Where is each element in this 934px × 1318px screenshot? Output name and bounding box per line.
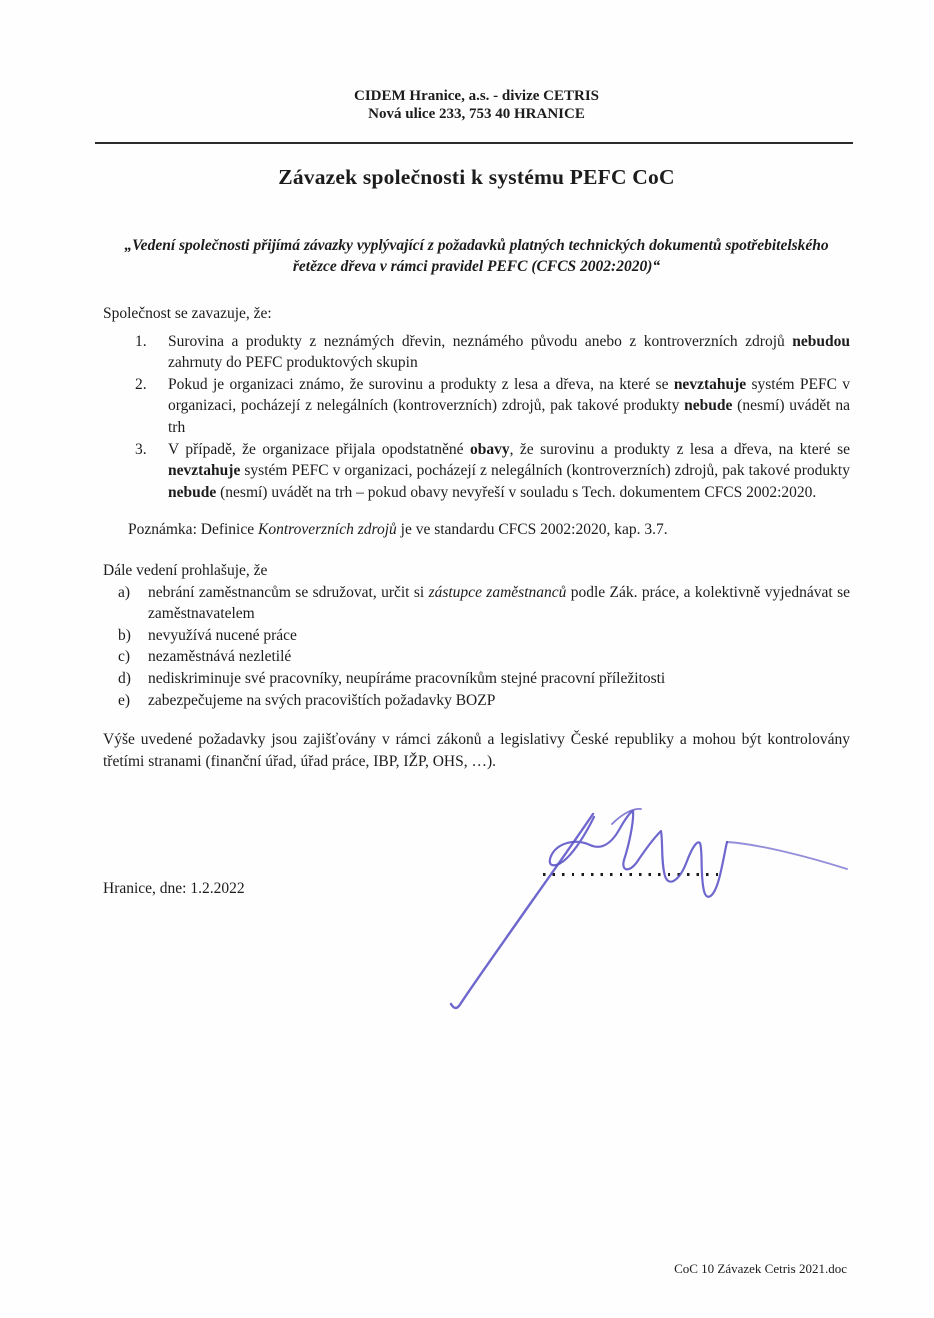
list-item	[103, 690, 850, 712]
list-item-text: nezaměstnává nezletilé	[148, 648, 292, 666]
list-item-text: Surovina a produkty z neznámých dřevin, neznámého původu anebo z kontroverzních zdrojů nebudou zahrnuty do PEFC produktových skupin	[168, 332, 850, 372]
list-item	[103, 646, 850, 668]
list-item-letter: d)	[118, 669, 131, 687]
list-item	[103, 439, 850, 504]
definition-note: Poznámka: Definice Kontroverzních zdrojů je ve standardu CFCS 2002:2020, kap. 3.7.	[128, 521, 668, 539]
letterhead	[103, 88, 850, 123]
company-name: CIDEM Hranice, a.s. - divize CETRIS	[354, 88, 599, 104]
list-item	[103, 374, 850, 439]
list-item-text: nevyužívá nucené práce	[148, 626, 297, 644]
list-item	[103, 582, 850, 625]
list-item-text: Pokud je organizaci známo, že surovinu a produkty z lesa a dřeva, na které se nevztahuje systém PEFC v organizaci, pocházejí z nelegálních (kontroverzních) zdrojů, pak takové produkty nebude (nesmí) uvádět na trh	[168, 375, 850, 436]
signature-dotted-line	[543, 873, 723, 876]
list-item-letter: a)	[118, 583, 131, 601]
list-item-number: 1.	[135, 332, 147, 350]
header-divider	[95, 142, 853, 144]
list-item-letter: e)	[118, 691, 131, 709]
list-item-number: 3.	[135, 440, 147, 458]
policy-quote: „Vedení společnosti přijímá závazky vyplývající z požadavků platných technických dokumentů spotřebitelského řetězce dřeva v rámci pravidel PEFC (CFCS 2002:2020)“	[124, 237, 829, 275]
commitment-intro: Společnost se zavazuje, že:	[103, 305, 272, 322]
page-title: Závazek společnosti k systému PEFC CoC	[278, 165, 675, 189]
list-item-letter: c)	[118, 648, 131, 666]
declaration-list	[103, 582, 850, 712]
list-item	[103, 668, 850, 690]
list-item-text: zabezpečujeme na svých pracovištích požadavky BOZP	[148, 691, 496, 709]
company-address: Nová ulice 233, 753 40 HRANICE	[368, 105, 585, 122]
list-item-text: nediskriminuje své pracovníky, neupíráme pracovníkům stejné pracovní příležitosti	[148, 669, 666, 687]
declaration-intro: Dále vedení prohlašuje, že	[103, 561, 268, 579]
footer-filename: CoC 10 Závazek Cetris 2021.doc	[674, 1261, 847, 1276]
list-item-text: V případě, že organizace přijala opodstatněné obavy, že surovinu a produkty z lesa a dřeva, na které se nevztahuje systém PEFC v organizaci, pocházejí z nelegálních (kontroverzních) zdrojů, pak takové produkty nebude (nesmí) uvádět na trh – pokud obavy nevyřeší v souladu s Tech. dokumentem CFCS 2002:2020.	[168, 440, 850, 501]
list-item	[103, 625, 850, 647]
commitment-list	[103, 331, 850, 504]
list-item-letter: b)	[118, 626, 131, 644]
list-item	[103, 331, 850, 374]
place-date: Hranice, dne: 1.2.2022	[103, 880, 245, 898]
list-item-number: 2.	[135, 375, 147, 393]
list-item-text: nebrání zaměstnancům se sdružovat, určit si zástupce zaměstnanců podle Zák. práce, a kolektivně vyjednávat se zaměstnavatelem	[148, 583, 851, 623]
signature-block	[103, 772, 850, 1012]
closing-paragraph: Výše uvedené požadavky jsou zajišťovány v rámci zákonů a legislativy České republiky a mohou být kontrolovány třetími stranami (finanční úřad, úřad práce, IBP, IŽP, OHS, …).	[103, 731, 850, 770]
